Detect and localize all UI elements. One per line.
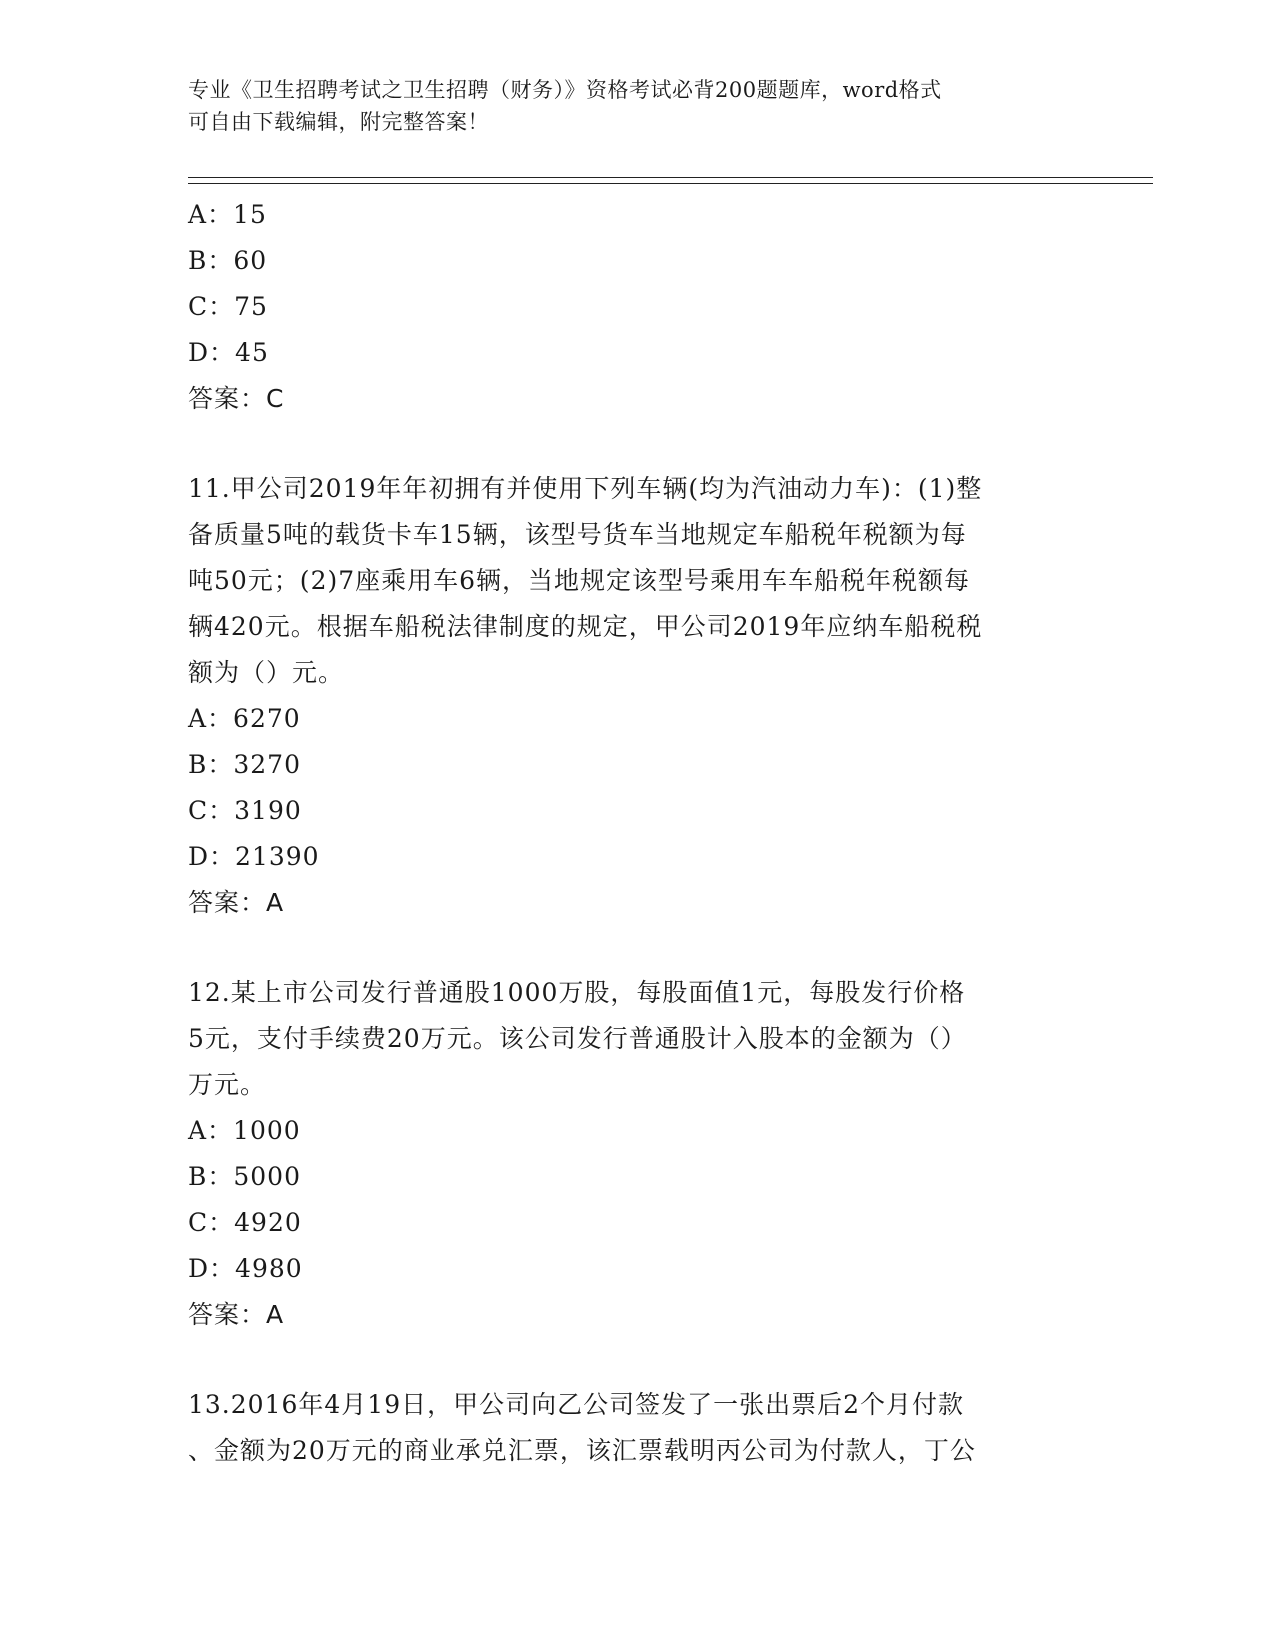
option-b: B：5000 — [188, 1162, 301, 1191]
answer: 答案：A — [188, 1300, 285, 1329]
stem-line: 吨50元；(2)7座乘用车6辆，当地规定该型号乘用车车船税年税额每 — [188, 566, 971, 595]
stem-line: 备质量5吨的载货卡车15辆，该型号货车当地规定车船税年税额为每 — [188, 520, 967, 549]
stem-line: 额为（）元。 — [188, 658, 345, 687]
stem-line: 万元。 — [188, 1070, 267, 1099]
header-line-1: 专业《卫生招聘考试之卫生招聘（财务）》资格考试必背200题题库，word格式 — [188, 78, 942, 102]
question-stem — [188, 466, 1088, 696]
answer: 答案：A — [188, 888, 285, 917]
header-line-2: 可自由下载编辑，附完整答案！ — [188, 110, 489, 134]
question-10-tail — [188, 192, 1088, 422]
question-stem — [188, 970, 1088, 1108]
answer: 答案：C — [188, 384, 285, 413]
option-c: C：4920 — [188, 1208, 302, 1237]
option-b: B：60 — [188, 246, 268, 275]
option-a: A：1000 — [188, 1116, 301, 1145]
option-a: A：6270 — [188, 704, 301, 733]
spacer — [188, 422, 1088, 466]
stem-line: 5元，支付手续费20万元。该公司发行普通股计入股本的金额为（） — [188, 1024, 967, 1053]
question-13 — [188, 1382, 1088, 1474]
header-rule-bottom — [188, 183, 1153, 184]
option-d: D：4980 — [188, 1254, 303, 1283]
option-c: C：75 — [188, 292, 268, 321]
stem-line: 13.2016年4月19日，甲公司向乙公司签发了一张出票后2个月付款 — [188, 1390, 965, 1419]
stem-line: 12.某上市公司发行普通股1000万股，每股面值1元，每股发行价格 — [188, 978, 966, 1007]
option-b: B：3270 — [188, 750, 301, 779]
stem-line: 、金额为20万元的商业承兑汇票，该汇票载明丙公司为付款人，丁公 — [188, 1436, 976, 1465]
question-11 — [188, 466, 1088, 926]
option-a: A：15 — [188, 200, 267, 229]
question-12 — [188, 970, 1088, 1338]
spacer — [188, 1338, 1088, 1382]
option-d: D：45 — [188, 338, 269, 367]
header-rule-top — [188, 177, 1153, 178]
question-stem — [188, 1382, 1088, 1474]
document-header — [188, 74, 1088, 138]
stem-line: 辆420元。根据车船税法律制度的规定，甲公司2019年应纳车船税税 — [188, 612, 983, 641]
question-list — [188, 192, 1088, 1474]
option-d: D：21390 — [188, 842, 320, 871]
option-c: C：3190 — [188, 796, 302, 825]
spacer — [188, 926, 1088, 970]
stem-line: 11.甲公司2019年年初拥有并使用下列车辆(均为汽油动力车)：(1)整 — [188, 474, 983, 503]
